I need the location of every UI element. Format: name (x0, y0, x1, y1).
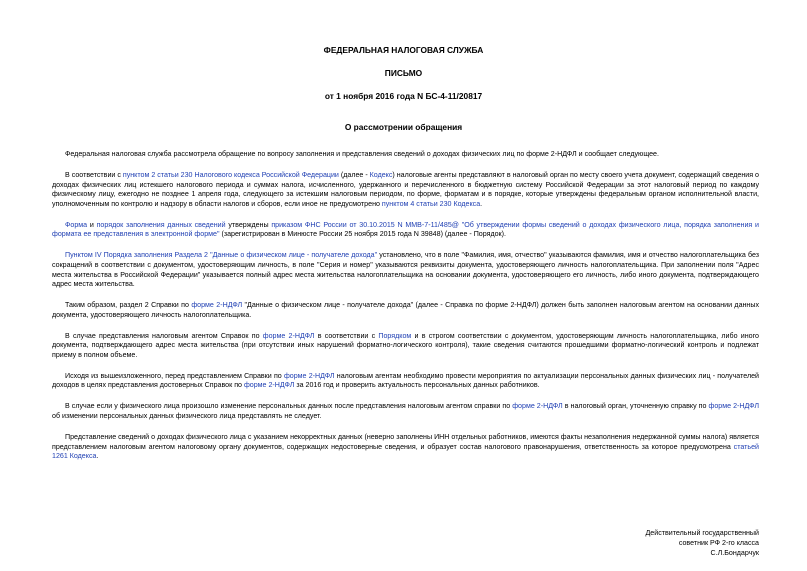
paragraph-liability (52, 433, 759, 462)
signature-rank-line: советник РФ 2-го класса (678, 539, 759, 547)
text: В случае представления налоговым агентом Справок по (65, 331, 263, 340)
text: . (96, 452, 99, 461)
link-fill-order[interactable]: порядок заполнения данных сведений (96, 220, 226, 229)
signature-name: С.Л.Бондарчук (710, 549, 759, 557)
link-article-1261[interactable]: статьей 1261 Кодекса (52, 442, 759, 461)
paragraph-section-2 (52, 251, 759, 289)
text: утверждены (225, 220, 272, 229)
text: об изменении персональных данных физического лица представлять не следует. (52, 412, 322, 421)
letter-body (52, 150, 759, 473)
paragraph-submission (52, 332, 759, 361)
text: ) налоговые агенты представляют в налоговый орган по месту своего учета документ, содержащий сведения о доходах физических лиц истекшего налогового периода и суммах налога, исчисленного, удержанного и перечисленного в бюджетную систему Российской Федерации за этот налоговый период по каждому физическому лицу, ежегодно не позднее 1 апреля года, следующего за истекшим налоговым периодом, по форме, форматам и в порядке, которые утверждены федеральным органом исполнительной власти, уполномоченным по контролю и надзору в области налогов и сборов, если иное не предусмотрено (52, 170, 759, 208)
text: Таким образом, раздел 2 Справки по (65, 301, 192, 310)
text: Исходя из вышеизложенного, перед представлением Справки по (65, 371, 284, 380)
text: (далее - (338, 170, 370, 179)
text: и в строгом соответствии с документом, удостоверяющим личность налогоплательщика, либо иного документа, подтверждающего адрес места жительства (при отсутствии иных нарушений форматно-логического контроля), такие сведения считаются прошедшими форматно-логический контроль и подлежат приему в полном объеме. (52, 331, 759, 359)
link-order[interactable]: Порядком (378, 331, 412, 340)
text: установлено, что в поле "Фамилия, имя, отчество" указываются фамилия, имя и отчество налогоплательщика без сокращений в соответствии с документом, удостоверяющим личность, в поле "Серия и номер" указываются реквизиты документа, удостоверяющего личность налогоплательщика. При заполнении поля "Адрес места жительства в Российской Федерации" указывается полный адрес места жительства налогоплательщика на основании документа, удостоверяющего его личность, либо иного документа, подтверждающего адрес места жительства. (52, 251, 759, 289)
signature-block (646, 528, 760, 558)
paragraph-change-data (52, 402, 759, 421)
text: за 2016 год и проверить актуальность персональных данных работников. (294, 381, 540, 390)
paragraph-actualization (52, 372, 759, 391)
text: (зарегистрирован в Минюсте России 25 ноября 2015 года N 39848) (далее - Порядок). (219, 230, 506, 239)
text: "Данные о физическом лице - получателе дохода" (далее - Справка по форме 2-НДФЛ) должен быть заполнен налоговым агентом на основании данных документа, удостоверяющего личность налогоплательщика. (52, 301, 759, 319)
text: . (480, 199, 483, 208)
text: в налоговый орган, уточненную справку по (562, 402, 709, 411)
document-subject: О рассмотрении обращения (344, 122, 463, 132)
text: налоговым агентам необходимо провести мероприятия по актуализации персональных данных физических лиц - получателей доходов в целях представления достоверных Справок по (52, 371, 759, 390)
signature-title-line: Действительный государственный (645, 529, 759, 537)
text: В соответствии с (65, 170, 123, 179)
link-form-2ndfl[interactable]: форме 2-НДФЛ (262, 331, 315, 340)
paragraph-form-order (52, 221, 759, 240)
text: и (87, 220, 97, 229)
paragraph-conclusion (52, 301, 759, 320)
link-article-230-p2[interactable]: пунктом 2 статьи 230 Налогового кодекса Российской Федерации (122, 170, 339, 179)
text: Представление сведений о доходах физического лица с указанием некорректных данных (неверно заполнены ИНН отдельных работников, имеются факты незаполнения недержанной суммы налога) является представлением налоговым агентом налоговому органу документов, содержащих недостоверные сведения, и образует состав налогового правонарушения, ответственность за которое предусмотрена (52, 433, 759, 451)
document-type: ПИСЬМО (384, 68, 423, 78)
text: В случае если у физического лица произошло изменение персональных данных после представления налоговым агентом справки по (65, 402, 513, 411)
link-form-2ndfl[interactable]: форме 2-НДФЛ (191, 301, 243, 310)
link-section-2-order[interactable]: Пунктом IV Порядка заполнения Раздела 2 "Данные о физическом лице - получателе дохода" (65, 251, 378, 260)
link-article-230-p4[interactable]: пунктом 4 статьи 230 Кодекса (381, 199, 481, 208)
paragraph-intro: Федеральная налоговая служба рассмотрела обращение по вопросу заполнения и представления сведений о доходах физических лиц по форме 2-НДФЛ и сообщает следующее. (65, 150, 659, 158)
link-form[interactable]: Форма (65, 220, 88, 229)
link-form-2ndfl[interactable]: форме 2-НДФЛ (708, 402, 759, 411)
link-code[interactable]: Кодекс (369, 170, 393, 179)
link-form-2ndfl[interactable]: форме 2-НДФЛ (243, 381, 295, 390)
paragraph-legal-basis (52, 171, 759, 209)
link-form-2ndfl[interactable]: форме 2-НДФЛ (512, 402, 563, 411)
document-date-number: от 1 ноября 2016 года N БС-4-11/20817 (324, 91, 483, 101)
text: в соответствии с (314, 331, 379, 340)
organization-title: ФЕДЕРАЛЬНАЯ НАЛОГОВАЯ СЛУЖБА (323, 45, 484, 55)
link-form-2ndfl[interactable]: форме 2-НДФЛ (283, 371, 335, 380)
link-order-fns[interactable]: приказом ФНС России от 30.10.2015 N ММВ-7-11/485@ "Об утверждении формы сведений о доходах физического лица, порядка заполнения и формата ее представления в электронной форме" (52, 220, 759, 239)
